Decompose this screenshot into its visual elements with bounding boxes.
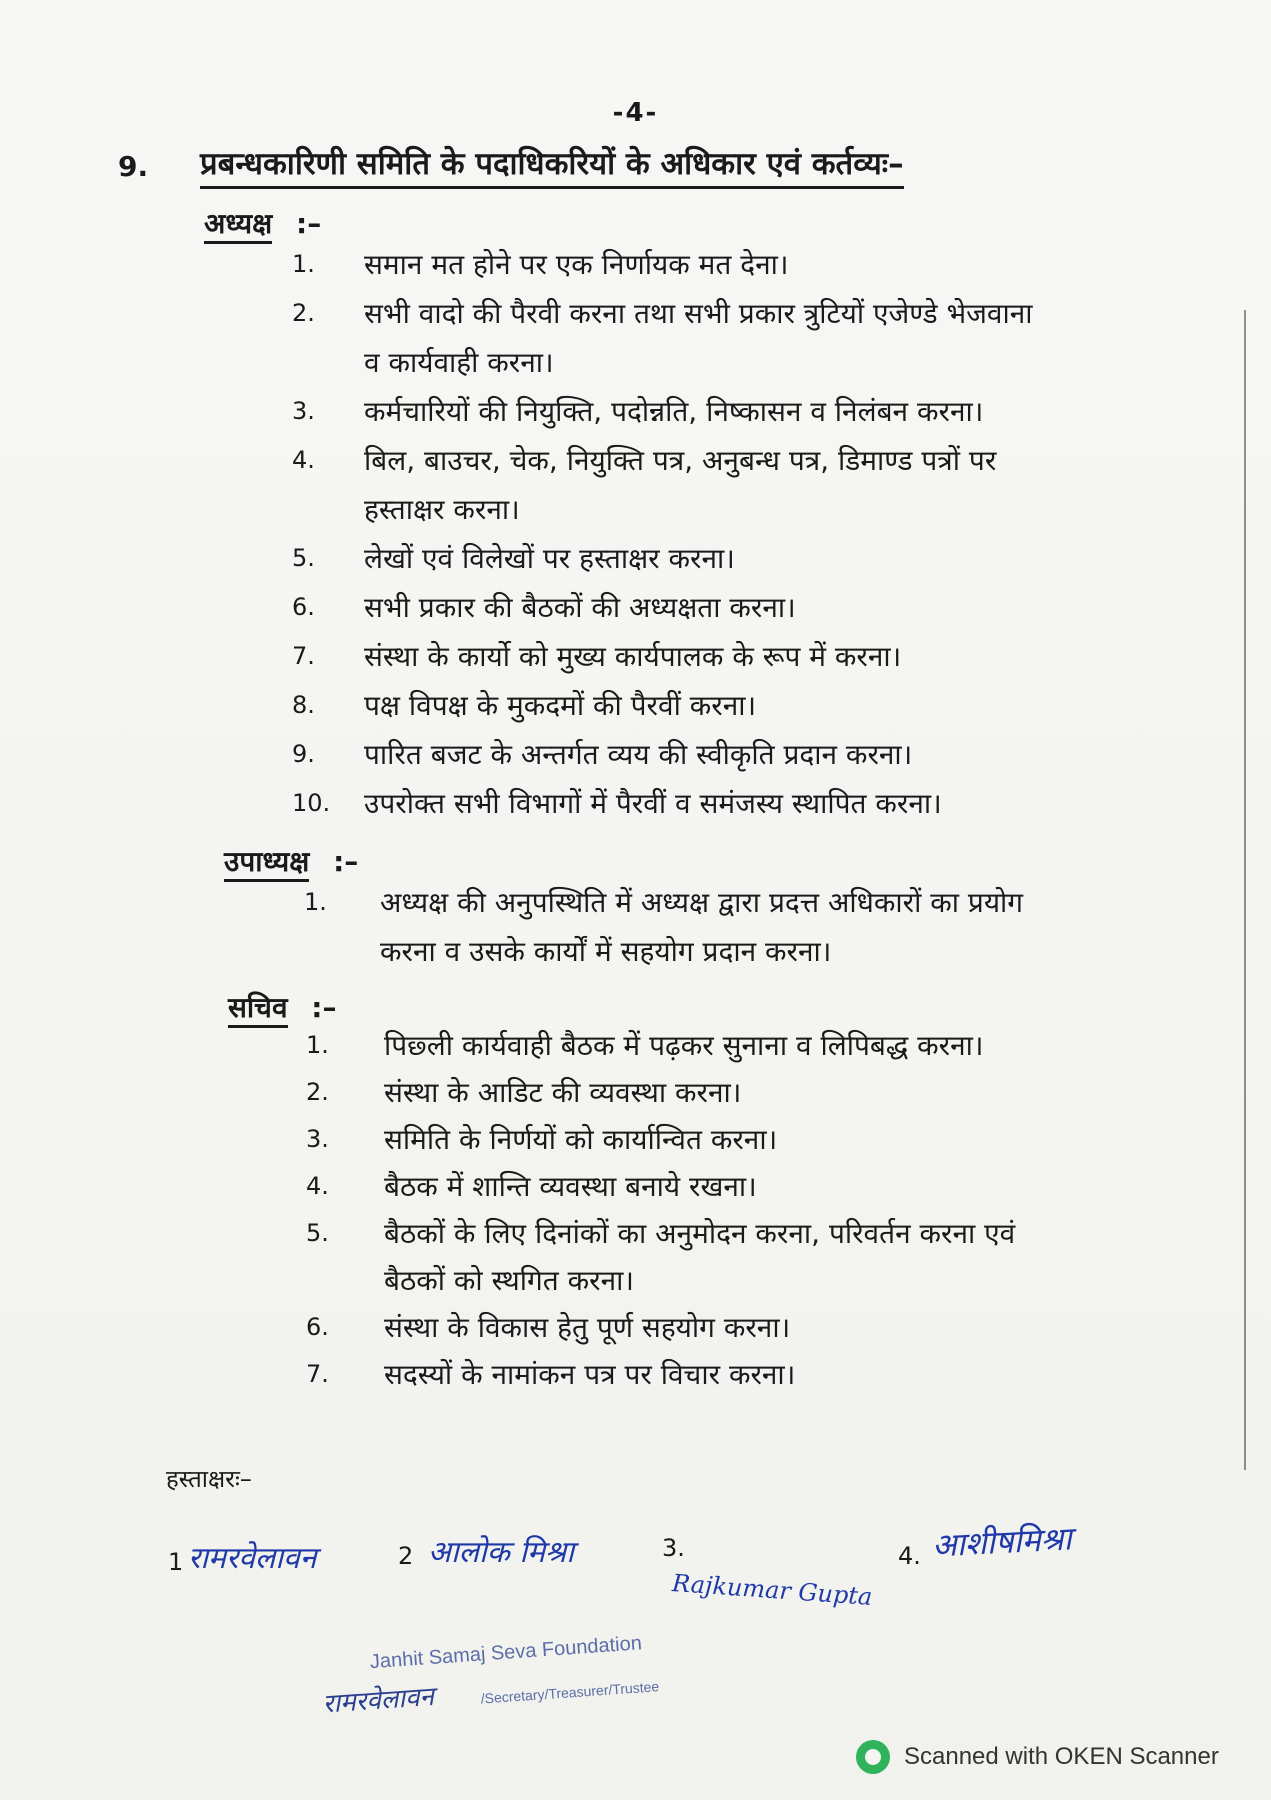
president-item-number: 3.	[292, 397, 315, 425]
secretary-item-text: बैठकों के लिए दिनांकों का अनुमोदन करना, परिवर्तन करना एवं	[384, 1217, 1016, 1250]
president-item-text: पक्ष विपक्ष के मुकदमों की पैरवीं करना।	[364, 689, 757, 722]
signature-3: Rajkumar Gupta	[671, 1569, 874, 1611]
stamp-role: /Secretary/Treasurer/Trustee	[480, 1678, 660, 1707]
president-item-text: संस्था के कार्यो को मुख्य कार्यपालक के रूप में करना।	[364, 640, 902, 673]
oken-logo-icon	[856, 1740, 890, 1774]
president-item-number: 4.	[292, 446, 315, 474]
president-heading-suffix: :–	[296, 207, 322, 240]
page-edge-line	[1244, 310, 1246, 1470]
president-item-text: पारित बजट के अन्तर्गत व्यय की स्वीकृति प्रदान करना।	[364, 738, 913, 771]
president-item-number: 1.	[292, 250, 315, 278]
president-heading	[204, 204, 321, 242]
signature-number-4: 4.	[898, 1542, 921, 1570]
secretary-item-number: 5.	[306, 1219, 329, 1247]
president-item-text: व कार्यवाही करना।	[364, 346, 554, 379]
secretary-heading-label: सचिव	[228, 991, 288, 1028]
vice-president-heading-label: उपाध्यक्ष	[224, 845, 309, 882]
signature-number-2: 2	[398, 1542, 414, 1570]
secretary-item-text: सदस्यों के नामांकन पत्र पर विचार करना।	[384, 1358, 796, 1391]
secretary-item-number: 7.	[306, 1360, 329, 1388]
president-item-number: 8.	[292, 691, 315, 719]
secretary-heading-suffix: :–	[311, 991, 337, 1024]
secretary-item-number: 1.	[306, 1031, 329, 1059]
secretary-item-text: समिति के निर्णयों को कार्यान्वित करना।	[384, 1123, 778, 1156]
president-item-text: कर्मचारियों की नियुक्ति, पदोन्नति, निष्कासन व निलंबन करना।	[364, 395, 984, 428]
page-number: -4-	[612, 98, 659, 128]
secretary-heading	[228, 988, 336, 1026]
stamp-signature: रामरवेलावन	[321, 1681, 435, 1720]
signature-1: रामरवेलावन	[188, 1541, 317, 1576]
president-item-text: हस्ताक्षर करना।	[364, 493, 520, 526]
president-item-text: बिल, बाउचर, चेक, नियुक्ति पत्र, अनुबन्ध पत्र, डिमाण्ड पत्रों पर	[364, 444, 997, 477]
president-item-text: समान मत होने पर एक निर्णायक मत देना।	[364, 248, 789, 281]
vice-president-item-text: करना व उसके कार्यों में सहयोग प्रदान करना।	[380, 935, 832, 968]
secretary-item-number: 2.	[306, 1078, 329, 1106]
president-item-text: उपरोक्त सभी विभागों में पैरवीं व समंजस्य स्थापित करना।	[364, 787, 942, 820]
secretary-item-text: संस्था के विकास हेतु पूर्ण सहयोग करना।	[384, 1311, 791, 1344]
signature-4: आशीषमिश्रा	[931, 1519, 1073, 1565]
secretary-item-text: बैठकों को स्थगित करना।	[384, 1264, 635, 1297]
vice-president-item-number: 1.	[304, 888, 327, 916]
signatures-label: हस्ताक्षरः–	[166, 1465, 252, 1493]
vice-president-item-text: अध्यक्ष की अनुपस्थिति में अध्यक्ष द्वारा प्रदत्त अधिकारों का प्रयोग	[380, 886, 1024, 919]
secretary-item-text: बैठक में शान्ति व्यवस्था बनाये रखना।	[384, 1170, 757, 1203]
scanner-badge	[856, 1740, 1219, 1774]
president-item-number: 2.	[292, 299, 315, 327]
section-title: प्रबन्धकारिणी समिति के पदाधिकरियों के अधिकार एवं कर्तव्यः–	[200, 142, 904, 189]
president-item-text: लेखों एवं विलेखों पर हस्ताक्षर करना।	[364, 542, 735, 575]
section-number: 9.	[118, 150, 149, 183]
signature-number-1: 1	[168, 1548, 184, 1576]
signature-2: आलोक मिश्रा	[428, 1535, 575, 1570]
stamp-organization: Janhit Samaj Seva Foundation	[369, 1632, 643, 1674]
vice-president-heading	[224, 842, 358, 880]
secretary-item-text: पिछ्ली कार्यवाही बैठक में पढ़कर सुनाना व लिपिबद्ध करना।	[384, 1029, 984, 1062]
vice-president-heading-suffix: :–	[333, 845, 359, 878]
secretary-item-text: संस्था के आडिट की व्यवस्था करना।	[384, 1076, 742, 1109]
president-item-number: 7.	[292, 642, 315, 670]
organization-stamp	[321, 1629, 694, 1741]
president-item-number: 6.	[292, 593, 315, 621]
scanner-badge-text: Scanned with OKEN Scanner	[904, 1743, 1219, 1770]
president-item-text: सभी प्रकार की बैठकों की अध्यक्षता करना।	[364, 591, 796, 624]
president-heading-label: अध्यक्ष	[204, 207, 272, 244]
secretary-item-number: 4.	[306, 1172, 329, 1200]
secretary-item-number: 3.	[306, 1125, 329, 1153]
president-item-text: सभी वादो की पैरवी करना तथा सभी प्रकार त्रुटियों एजेण्डे भेजवाना	[364, 297, 1033, 330]
secretary-item-number: 6.	[306, 1313, 329, 1341]
president-item-number: 5.	[292, 544, 315, 572]
president-item-number: 9.	[292, 740, 315, 768]
president-item-number: 10.	[292, 789, 331, 817]
signature-number-3: 3.	[662, 1534, 685, 1562]
